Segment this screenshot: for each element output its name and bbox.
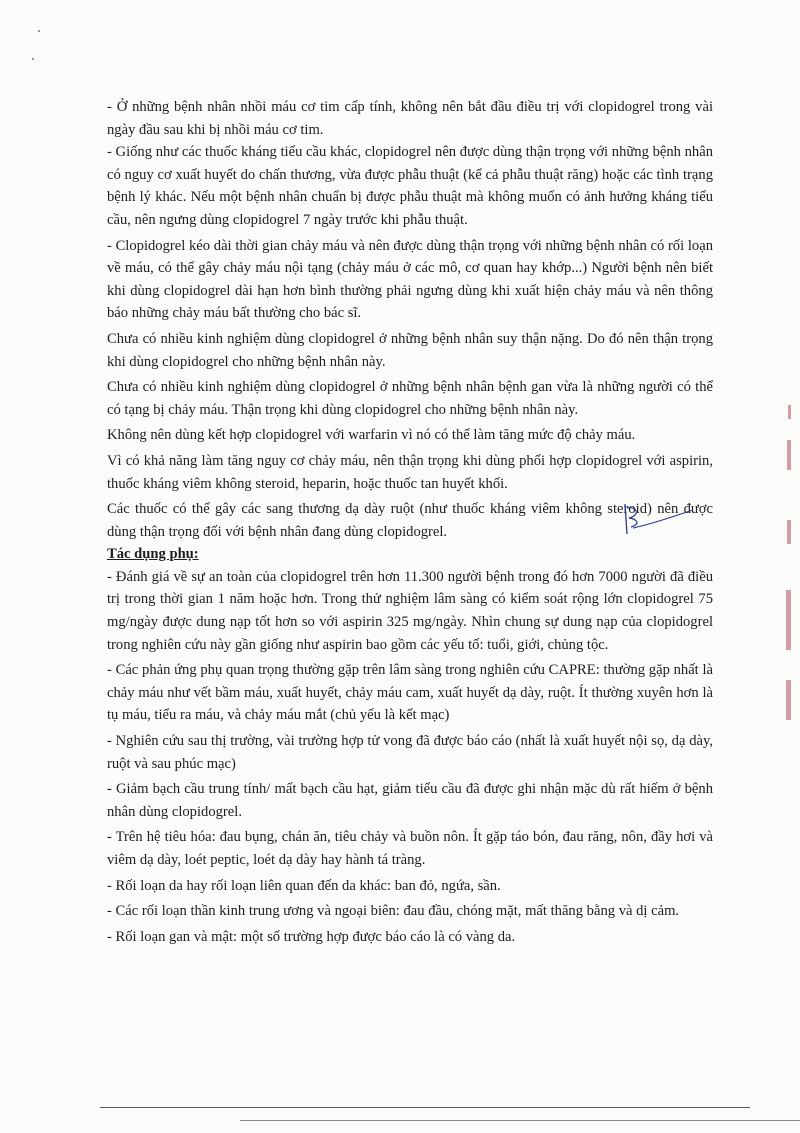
margin-mark xyxy=(786,680,791,720)
section-heading: Tác dụng phụ: xyxy=(107,546,199,563)
paragraph: - Clopidogrel kéo dài thời gian chảy máu và nên được dùng thận trọng với những bệnh nhân có rối loạn về máu, có thể gây chảy máu nội tạng (chảy máu ở các mô, cơ quan hay khớp...) Người bệnh nên biết khi dùng clopidogrel dài hạn hơn bình thường phải ngưng dùng khi xuất hiện chảy máu và nên thông báo những chảy máu bất thường cho bác sĩ. xyxy=(107,237,713,322)
side-effect-item: - Trên hệ tiêu hóa: đau bụng, chán ăn, tiêu chảy và buồn nôn. Ít gặp táo bón, đau răng, nôn, đầy hơi và viêm dạ dày, loét peptic, loét dạ dày hay hành tá tràng. xyxy=(107,829,713,868)
side-effect-item: - Rối loạn gan và mật: một số trường hợp được báo cáo là có vàng da. xyxy=(107,928,516,945)
side-effect-item: - Các phản ứng phụ quan trọng thường gặp trên lâm sàng trong nghiên cứu CAPRE: thường gặp nhất là chảy máu như vết bầm máu, xuất huyết, chảy máu cam, xuất huyết dạ dày, ruột. Ít thường xuyên hơn là tụ máu, tiểu ra máu, và chảy máu mắt (chủ yếu là kết mạc) xyxy=(107,662,713,724)
margin-mark xyxy=(787,440,791,470)
side-effect-item: - Nghiên cứu sau thị trường, vài trường hợp tử vong đã được báo cáo (nhất là xuất huyết nội sọ, dạ dày, ruột và sau phúc mạc) xyxy=(107,733,713,772)
paragraph: - Ở những bệnh nhân nhồi máu cơ tim cấp tính, không nên bắt đầu điều trị với clopidogrel trong vài ngày đầu sau khi bị nhồi máu cơ tim. xyxy=(107,99,713,138)
margin-mark xyxy=(787,520,791,544)
margin-mark xyxy=(786,590,791,650)
side-effect-item: - Các rối loạn thần kinh trung ương và ngoại biên: đau đầu, chóng mặt, mất thăng bằng và dị cảm. xyxy=(107,903,680,920)
paragraph: Không nên dùng kết hợp clopidogrel với warfarin vì nó có thể làm tăng mức độ chảy máu. xyxy=(107,427,636,444)
margin-mark xyxy=(788,405,791,419)
paragraph: Chưa có nhiều kinh nghiệm dùng clopidogrel ở những bệnh nhân suy thận nặng. Do đó nên thận trọng khi dùng clopidogrel cho những bệnh nhân này. xyxy=(107,330,713,370)
paragraph: Vì có khả năng làm tăng nguy cơ chảy máu, nên thận trọng khi dùng phối hợp clopidogrel với aspirin, thuốc kháng viêm không steroid, heparin, hoặc thuốc tan huyết khối. xyxy=(107,452,713,492)
paragraph: Chưa có nhiều kinh nghiệm dùng clopidogrel ở những bệnh nhân bệnh gan vừa là những người có thể có tạng bị chảy máu. Thận trọng khi dùng clopidogrel cho những bệnh nhân này. xyxy=(107,379,713,418)
paragraph: - Giống như các thuốc kháng tiểu cầu khác, clopidogrel nên được dùng thận trọng với những bệnh nhân có nguy cơ xuất huyết do chấn thương, vừa được phẫu thuật (kể cả phẫu thuật răng) hoặc các tình trạng bệnh lý khác. Nếu một bệnh nhân chuẩn bị được phẫu thuật mà không muốn có ảnh hưởng kháng tiểu cầu, nên ngưng dùng clopidogrel 7 ngày trước khi phẫu thuật. xyxy=(107,144,713,228)
speck xyxy=(38,30,40,32)
side-effect-item: - Giảm bạch cầu trung tính/ mất bạch cầu hạt, giảm tiểu cầu đã được ghi nhận mặc dù rất hiếm ở bệnh nhân dùng clopidogrel. xyxy=(107,781,713,820)
side-effect-item: - Rối loạn da hay rối loạn liên quan đến da khác: ban đỏ, ngứa, sần. xyxy=(107,877,501,894)
speck xyxy=(32,58,34,60)
handwritten-signature xyxy=(617,500,697,540)
footer-rule xyxy=(100,1107,750,1108)
side-effect-item: - Đánh giá về sự an toàn của clopidogrel trên hơn 11.300 người bệnh trong đó hơn 7000 người đã điều trị trong thời gian 1 năm hoặc hơn. Trong thử nghiệm lâm sàng có kiểm soát rộng lớn clopidogrel 75 mg/ngày được dung nạp tốt hơn so với aspirin 325 mg/ngày. Nhìn chung sự dung nạp của clopidogrel trong nghiên cứu này gần giống như aspirin bao gồm các yếu tố: tuổi, giới, chủng tộc. xyxy=(107,568,713,653)
paragraph: Các thuốc có thể gây các sang thương dạ dày ruột (như thuốc kháng viêm không steroid) nên được dùng thận trọng đối với bệnh nhân đang dùng clopidogrel. xyxy=(107,501,713,540)
footer-rule xyxy=(240,1120,800,1121)
